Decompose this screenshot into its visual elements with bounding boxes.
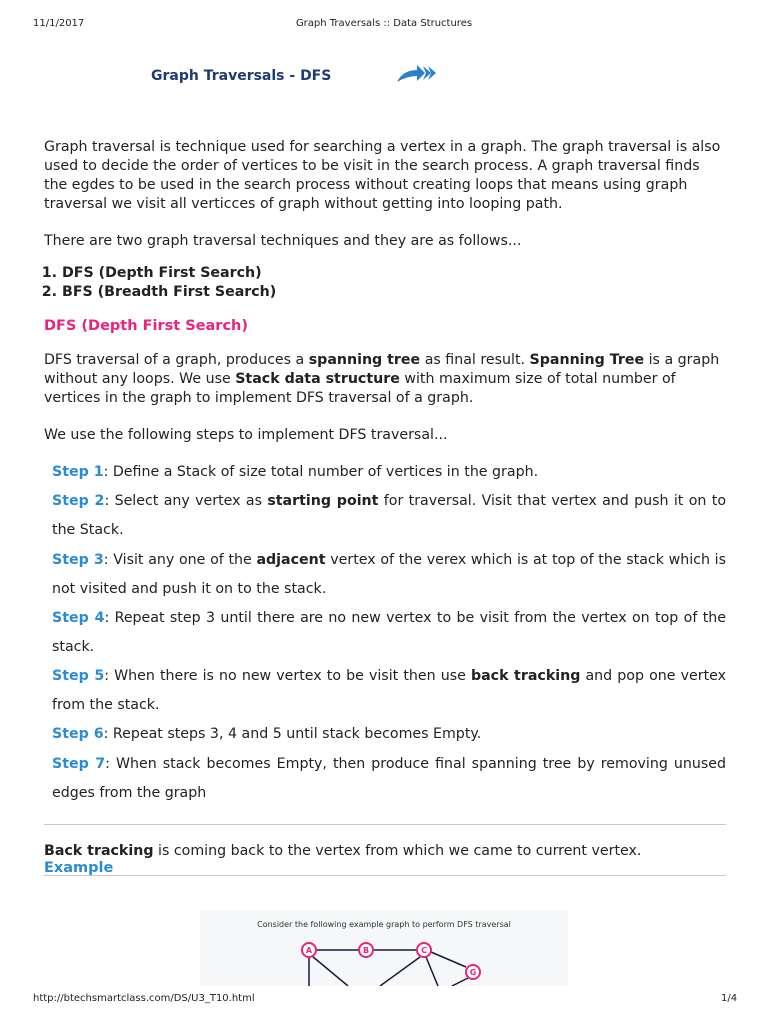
graph-node-label: A	[305, 946, 313, 955]
example-graph	[200, 910, 568, 986]
divider	[44, 875, 726, 876]
print-page-number: 1/4	[721, 993, 738, 1004]
list-item: 1. DFS (Depth First Search)	[62, 264, 276, 283]
example-graph-figure	[200, 910, 568, 986]
backtracking-note: Back tracking is coming back to the vertex from which we came to current vertex.	[44, 843, 642, 859]
dfs-description: DFS traversal of a graph, produces a spanning tree as final result. Spanning Tree is a graph without any loops. We use Stack data structure with maximum size of total number of vertices in the graph to implement DFS traversal of a graph.	[44, 352, 720, 406]
graph-node-label: C	[421, 946, 427, 955]
double-arrow-icon[interactable]	[395, 62, 437, 86]
techniques-intro: There are two graph traversal techniques and they are as follows...	[44, 233, 522, 249]
figure-caption: Consider the following example graph to perform DFS traversal	[257, 920, 511, 929]
step-1: Step 1: Define a Stack of size total number of vertices in the graph.	[52, 464, 539, 480]
step-3: Step 3: Visit any one of the adjacent vertex of the verex which is at top of the stack which is not visited and push it on to the stack.	[52, 552, 726, 597]
step-2: Step 2: Select any vertex as starting point for traversal. Visit that vertex and push it on to the Stack.	[52, 493, 726, 538]
step-6: Step 6: Repeat steps 3, 4 and 5 until stack becomes Empty.	[52, 726, 482, 742]
divider	[44, 824, 726, 825]
step-5: Step 5: When there is no new vertex to be visit then use back tracking and pop one vertex from the stack.	[52, 668, 727, 713]
techniques-list	[44, 264, 276, 302]
step-7: Step 7: When stack becomes Empty, then produce final spanning tree by removing unused edges from the graph	[52, 756, 727, 801]
print-date: 11/1/2017	[33, 18, 85, 29]
print-title: Graph Traversals :: Data Structures	[295, 18, 473, 29]
list-item: 2. BFS (Breadth First Search)	[62, 283, 276, 302]
example-heading: Example	[44, 860, 114, 876]
page-title: Graph Traversals - DFS	[151, 68, 332, 84]
steps-intro: We use the following steps to implement DFS traversal...	[44, 427, 448, 443]
graph-node-label: G	[469, 968, 477, 977]
step-4: Step 4: Repeat step 3 until there are no new vertex to be visit from the vertex on top of the stack.	[52, 610, 726, 655]
print-url: http://btechsmartclass.com/DS/U3_T10.html	[33, 993, 255, 1004]
dfs-heading: DFS (Depth First Search)	[44, 318, 249, 334]
intro-paragraph: Graph traversal is technique used for searching a vertex in a graph. The graph traversal is also used to decide the order of vertices to be visit in the search process. A graph traversal finds the egdes to be used in the search process without creating loops that means using graph traversal we visit all verticces of graph without getting into looping path.	[44, 139, 721, 212]
graph-node-label: B	[362, 946, 370, 955]
